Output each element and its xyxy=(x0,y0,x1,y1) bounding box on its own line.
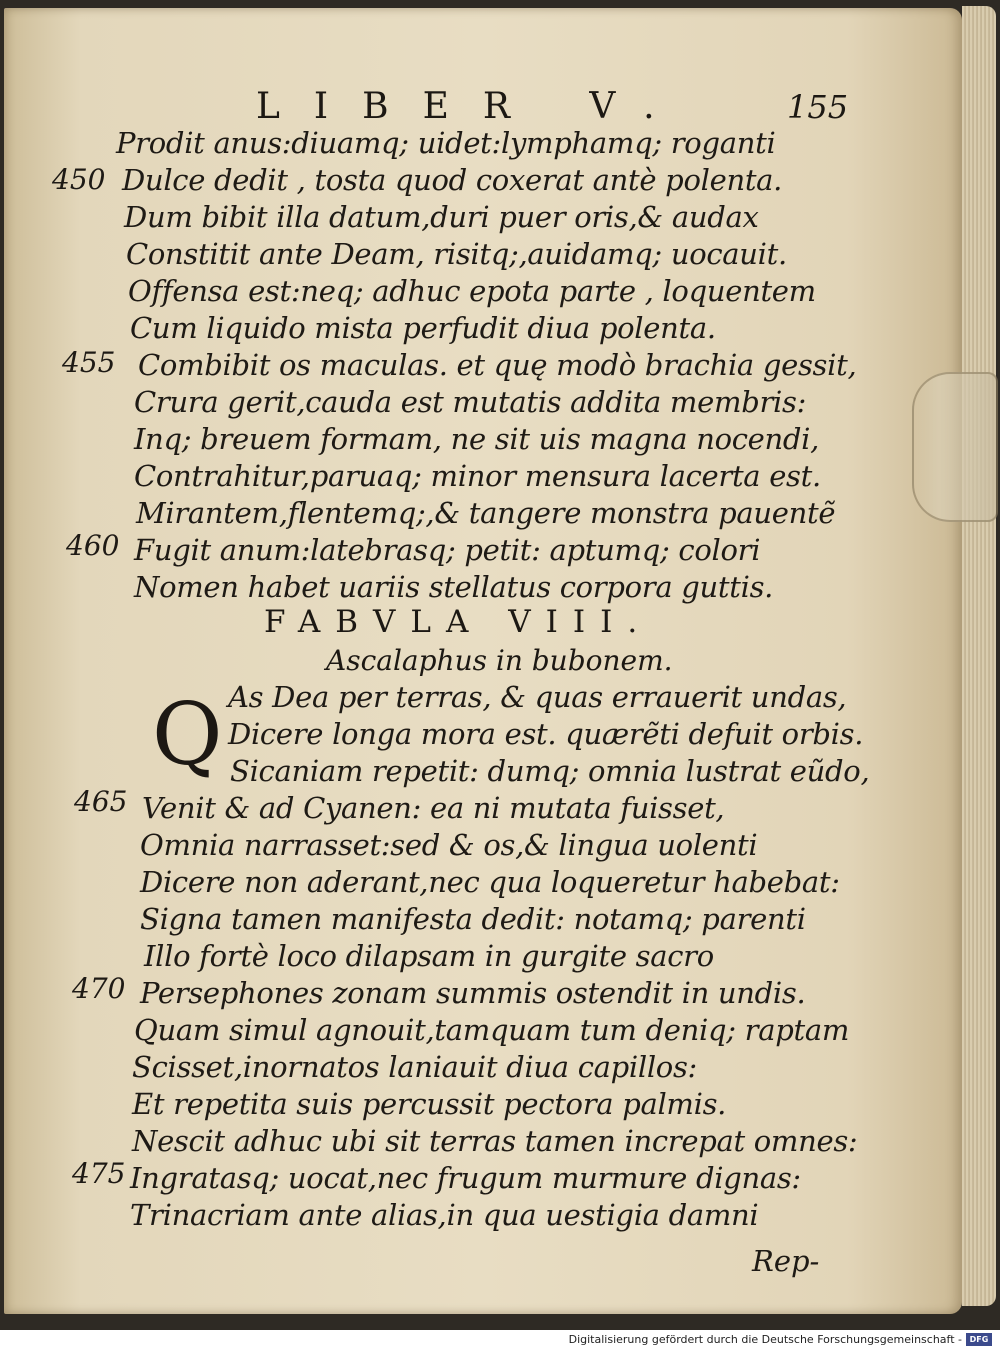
verse-line: As Dea per terras, & quas errauerit undas, xyxy=(228,680,847,714)
line-number: 475 xyxy=(72,1157,126,1190)
verse-line: Mirantem,flentemq;,& tangere monstra pauentẽ xyxy=(136,496,836,530)
line-number: 460 xyxy=(66,529,120,562)
verse-line: Crura gerit,cauda est mutatis addita membris: xyxy=(134,385,807,419)
verse-line: Offensa est:neq; adhuc epota parte , loquentem xyxy=(128,274,816,308)
line-number: 465 xyxy=(74,785,128,818)
verse-line: Et repetita suis percussit pectora palmis. xyxy=(132,1087,727,1121)
verse-line: Nescit adhuc ubi sit terras tamen increpat omnes: xyxy=(132,1124,858,1158)
verse-line: Nomen habet uariis stellatus corpora guttis. xyxy=(134,570,774,604)
verse-line: Fugit anum:latebrasq; petit: aptumq; colori xyxy=(134,533,761,567)
running-head: LIBER V. xyxy=(256,86,689,127)
verse-line: Prodit anus:diuamq; uidet:lymphamq; roganti xyxy=(116,126,776,160)
verse-line: Trinacriam ante alias,in qua uestigia damni xyxy=(130,1198,759,1232)
line-number: 450 xyxy=(52,163,106,196)
fable-heading: FABVLA VIII. xyxy=(264,604,653,640)
verse-line: Cum liquido mista perfudit diua polenta. xyxy=(130,311,716,345)
book-clasp xyxy=(912,372,998,522)
verse-line: Scisset,inornatos laniauit diua capillos: xyxy=(132,1050,698,1084)
dfg-logo: DFG xyxy=(966,1333,992,1346)
line-number: 455 xyxy=(62,346,116,379)
verse-line: Contrahitur,paruaq; minor mensura lacerta est. xyxy=(134,459,821,493)
page-number: 155 xyxy=(787,88,849,126)
verse-line: Constitit ante Deam, risitq;,auidamq; uocauit. xyxy=(126,237,787,271)
book-fore-edge xyxy=(962,6,996,1306)
funding-credit: Digitalisierung gefördert durch die Deutsche Forschungsgemeinschaft - xyxy=(568,1333,962,1346)
fable-subtitle: Ascalaphus in bubonem. xyxy=(326,644,673,677)
line-number: 470 xyxy=(72,972,126,1005)
catchword: Rep- xyxy=(752,1244,820,1278)
verse-line: Signa tamen manifesta dedit: notamq; parenti xyxy=(140,902,806,936)
verse-line: Omnia narrasset:sed & os,& lingua uolenti xyxy=(140,828,758,862)
verse-line: Ingratasq; uocat,nec frugum murmure dignas: xyxy=(130,1161,801,1195)
verse-line: Dulce dedit , tosta quod coxerat antè polenta. xyxy=(122,163,783,197)
footer-bar xyxy=(0,1330,1000,1350)
verse-line: Venit & ad Cyanen: ea ni mutata fuisset, xyxy=(142,791,725,825)
drop-cap-initial: Q xyxy=(152,685,223,785)
verse-line: Inq; breuem formam, ne sit uis magna nocendi, xyxy=(134,422,820,456)
verse-line: Sicaniam repetit: dumq; omnia lustrat eũdo, xyxy=(230,754,870,788)
verse-line: Illo fortè loco dilapsam in gurgite sacro xyxy=(144,939,714,973)
verse-line: Dicere longa mora est. quærẽti defuit orbis. xyxy=(228,717,864,751)
verse-line: Persephones zonam summis ostendit in undis. xyxy=(140,976,806,1010)
verse-line: Dicere non aderant,nec qua loqueretur habebat: xyxy=(140,865,840,899)
verse-line: Quam simul agnouit,tamquam tum deniq; raptam xyxy=(134,1013,850,1047)
book-page xyxy=(4,8,962,1314)
verse-line: Combibit os maculas. et quę modò brachia gessit, xyxy=(138,348,857,382)
verse-line: Dum bibit illa datum,duri puer oris,& audax xyxy=(124,200,759,234)
